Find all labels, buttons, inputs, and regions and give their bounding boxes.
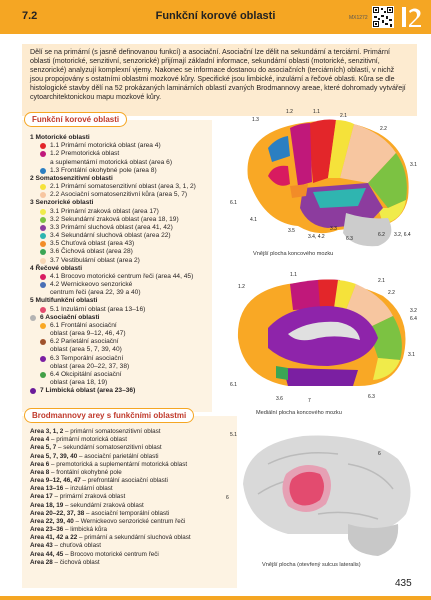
brodmann-desc: – sekundární zraková oblast — [63, 501, 144, 509]
area-item-label: 4.1 Brocovo motorické centrum řeči (area 44, 45) — [50, 272, 194, 280]
medial-label: 3.2 — [410, 308, 417, 314]
area-item-label: 3.3 Primární sluchová oblast (area 41, 42) — [50, 223, 173, 231]
area-item — [30, 183, 230, 191]
brodmann-desc: – Brocovo motorické centrum řeči — [63, 550, 159, 558]
lateral-label: 3.4, 4.2 — [308, 234, 325, 240]
brodmann-row — [30, 428, 235, 436]
medial-label: 6.4 — [410, 316, 417, 322]
qr-code-icon[interactable] — [372, 6, 394, 28]
insula-brain-figure — [228, 424, 423, 564]
brodmann-area: Area 18, 19 — [30, 501, 64, 509]
color-dot-icon — [40, 241, 46, 247]
area-item — [30, 208, 230, 216]
color-dot-icon — [40, 168, 46, 174]
brodmann-row — [30, 542, 235, 550]
lateral-label: 2.2 — [380, 126, 387, 132]
area-item — [30, 134, 230, 142]
brodmann-list — [30, 428, 235, 567]
area-item-label: 2.1 Primární somatosenzitivní oblast (area 3, 1, 2) — [50, 183, 196, 191]
insula-cerebellum — [348, 524, 398, 556]
medial-label: 6.3 — [368, 394, 375, 400]
lateral-label: 1.1 — [313, 109, 320, 115]
area-item-label: 7 Limbická oblast (area 23–36) — [40, 387, 136, 395]
area-item — [30, 355, 230, 363]
area-item-label: 1 Motorické oblasti — [30, 134, 90, 141]
area-item — [30, 257, 230, 265]
brodmann-row — [30, 469, 235, 477]
area-item-label: 3.2 Sekundární zraková oblast (area 18, 19) — [50, 215, 179, 223]
area-item — [30, 150, 230, 158]
area-item — [30, 273, 230, 281]
color-dot-icon — [40, 258, 46, 264]
area-item-label: a suplementární motorická oblast (area 6) — [50, 158, 173, 166]
brodmann-area: Area 43 — [30, 542, 53, 550]
medial-olfactory-region — [276, 366, 288, 380]
brodmann-area: Area 4 — [30, 436, 50, 444]
areas-box-title: Funkční korové oblasti — [24, 112, 127, 127]
area-item-label: 1.3 Frontální okohybné pole (area 8) — [50, 166, 157, 174]
medial-label: 1.2 — [238, 284, 245, 290]
brodmann-area: Area 22, 39, 40 — [30, 517, 74, 525]
brodmann-row — [30, 559, 235, 567]
area-item — [30, 199, 230, 207]
brodmann-box-title: Brodmannovy arey s funkčními oblastmi — [24, 408, 194, 423]
area-item-label: 6.2 Parietální asociační — [50, 338, 119, 346]
brodmann-area: Area 5, 7 — [30, 444, 57, 452]
page-number: 435 — [395, 578, 412, 589]
medial-brain-figure — [228, 268, 423, 408]
color-dot-icon — [40, 233, 46, 239]
area-item — [30, 167, 230, 175]
area-item-label: centrum řeči (area 22, 39 a 40) — [50, 289, 141, 297]
area-item-label: 3.6 Čichová oblast (area 28) — [50, 248, 133, 256]
brodmann-row — [30, 477, 235, 485]
brodmann-desc: – limbická kůra — [63, 526, 108, 534]
area-item-label: 1.1 Primární motorická oblast (area 4) — [50, 142, 161, 150]
area-item — [30, 306, 230, 314]
brodmann-desc: – inzulární oblast — [63, 485, 113, 493]
area-item-label: 3.4 Sekundární sluchová oblast (area 22) — [50, 232, 171, 240]
medial-label: 2.2 — [388, 290, 395, 296]
lateral-label: 2.1 — [340, 113, 347, 119]
color-dot-icon — [40, 323, 46, 329]
lateral-label: 3.1 — [410, 162, 417, 168]
medial-label: 2.1 — [378, 278, 385, 284]
brodmann-row — [30, 485, 235, 493]
lateral-label: 4.1 — [250, 217, 257, 223]
brodmann-area: Area 41, 42 a 22 — [30, 534, 78, 542]
area-item — [30, 314, 230, 322]
brodmann-area: Area 8 — [30, 468, 50, 476]
color-dot-icon — [40, 307, 46, 313]
insula-region — [289, 472, 324, 506]
lateral-label: 3.5 — [288, 228, 295, 234]
area-item — [30, 216, 230, 224]
color-dot-icon — [40, 339, 46, 345]
area-item-label: 1.2 Premotorická oblast — [50, 150, 120, 158]
brodmann-area: Area 28 — [30, 558, 53, 566]
brodmann-row — [30, 461, 235, 469]
color-dot-icon — [40, 225, 46, 231]
brodmann-area: Area 20–22, 37, 38 — [30, 509, 85, 517]
chapter-number: 7.2 — [22, 10, 38, 22]
page-title: Funkční korové oblasti — [155, 10, 276, 22]
medial-label: 3.1 — [408, 352, 415, 358]
brodmann-area: Area 9–12, 46, 47 — [30, 477, 81, 485]
area-item-label: 3.7 Vestibulární oblast (area 2) — [50, 256, 140, 264]
brodmann-area: Area 5, 7, 39, 40 — [30, 452, 78, 460]
lateral-label: 3.3 — [330, 226, 337, 232]
area-item — [30, 371, 230, 379]
area-item — [30, 330, 230, 338]
area-item — [30, 248, 230, 256]
area-item — [30, 224, 230, 232]
color-dot-icon — [30, 388, 36, 394]
lateral-label: 1.3 — [252, 117, 259, 123]
brodmann-desc: – primární motorická oblast — [49, 436, 127, 444]
brodmann-row — [30, 551, 235, 559]
area-item — [30, 322, 230, 330]
brodmann-row — [30, 444, 235, 452]
area-item-label: oblast (area 9–12, 46, 47) — [50, 330, 126, 338]
brodmann-desc: – frontální okohybné pole — [49, 468, 122, 476]
publisher-logo-icon — [399, 4, 425, 30]
page-code: MX1272 — [349, 15, 368, 21]
bottom-bar — [0, 596, 431, 600]
area-item-label: 6.4 Okcipitální asociační — [50, 370, 122, 378]
area-item-label: 6.1 Frontální asociační — [50, 321, 117, 329]
brodmann-row — [30, 518, 235, 526]
brodmann-row — [30, 526, 235, 534]
area-item — [30, 142, 230, 150]
medial-label: 7 — [308, 398, 311, 404]
area-item-label: 6 Asociační oblasti — [40, 313, 100, 321]
area-item — [30, 191, 230, 199]
brodmann-desc: – asociační parietální oblasti — [77, 452, 159, 460]
color-dot-icon — [40, 249, 46, 255]
brodmann-area: Area 44, 45 — [30, 550, 64, 558]
lateral-label: 6.3 — [346, 236, 353, 242]
brodmann-area: Area 17 — [30, 493, 53, 501]
medial-label: 1.1 — [290, 272, 297, 278]
color-dot-icon — [40, 372, 46, 378]
area-item-label: oblast (area 5, 7, 39, 40) — [50, 346, 122, 354]
medial-caption: Mediální plocha koncového mozku — [256, 410, 342, 416]
area-item — [30, 346, 230, 354]
insula-label: 5.1 — [230, 432, 237, 438]
area-item — [30, 281, 230, 289]
area-item-label: 4.2 Wernickeovo senzorické — [50, 281, 133, 289]
area-item — [30, 175, 230, 183]
area-item-label: 3.5 Chuťová oblast (area 43) — [50, 240, 135, 248]
area-item-label: 5 Multifunkční oblasti — [30, 297, 98, 305]
lateral-taste-region — [290, 184, 308, 198]
area-item — [30, 232, 230, 240]
lateral-brain-figure — [228, 108, 423, 258]
medial-label: 3.6 — [276, 396, 283, 402]
medial-label: 6.1 — [230, 382, 237, 388]
area-item-label: oblast (area 18, 19) — [50, 379, 108, 387]
brodmann-desc: – chuťová oblast — [52, 542, 101, 550]
brodmann-desc: – Wernickeovo senzorické centrum řeči — [73, 517, 186, 525]
area-item-label: 2 Somatosenzitivní oblasti — [30, 174, 113, 182]
area-item — [30, 387, 230, 395]
insula-caption: Vnější plocha (otevřený sulcus lateralis) — [262, 562, 361, 568]
intro-text: Dělí se na primární (s jasně definovanou funkcí) a asociační. Asociační lze dělit na sekundární a terciární. Primární oblasti (motorické, senzitivní, senzorické) přijímají základní informace, sekundární oblasti (motorické, senzitivní, senzorické) analyzují komplexní vjemy. Nakonec se informace dostanou do asociačních (terciárních) oblastí, v nichž jsou propojovány s ostatními oblastmi mozkové kůry. Specifické jsou limbické, inzulární a řečové oblasti. Kůra se dle histologické stavby dělí na 52 prokázaných laminárních oblastí zvaných Brodmannovy areae, které dohromady vytvářejí cytoarchitektonickou mapu mozkové kůry. — [22, 44, 417, 116]
brodmann-desc: – čichová oblast — [52, 558, 100, 566]
area-item — [30, 379, 230, 387]
brodmann-row — [30, 493, 235, 501]
brodmann-desc: – prefrontální asociační oblasti — [80, 477, 168, 485]
area-item — [30, 159, 230, 167]
lateral-label: 6.1 — [230, 200, 237, 206]
brodmann-area: Area 13–16 — [30, 485, 64, 493]
color-dot-icon — [30, 315, 36, 321]
area-item-label: 4 Řečové oblasti — [30, 264, 83, 272]
brodmann-desc: – primární a sekundární sluchová oblast — [77, 534, 191, 542]
color-dot-icon — [40, 217, 46, 223]
brodmann-desc: – primární somatosenzitivní oblast — [63, 428, 161, 435]
area-item — [30, 297, 230, 305]
area-item-label: 2.2 Asociační somatosenzitivní kůra (area 5, 7) — [50, 191, 188, 199]
color-dot-icon — [40, 192, 46, 198]
lateral-label: 6.2 — [378, 232, 385, 238]
medial-temporal-region — [283, 368, 358, 386]
brodmann-row — [30, 453, 235, 461]
area-item — [30, 265, 230, 273]
color-dot-icon — [40, 274, 46, 280]
lateral-caption: Vnější plocha koncového mozku — [253, 251, 334, 257]
color-dot-icon — [40, 184, 46, 190]
insula-label: 6 — [226, 495, 229, 501]
brodmann-desc: – primární zraková oblast — [52, 493, 126, 501]
area-item-label: 6.3 Temporální asociační — [50, 354, 124, 362]
area-item-label: 5.1 Inzulární oblast (area 13–16) — [50, 305, 146, 313]
color-dot-icon — [40, 209, 46, 215]
brodmann-area: Area 3, 1, 2 — [30, 428, 64, 435]
brodmann-row — [30, 502, 235, 510]
color-dot-icon — [40, 143, 46, 149]
brodmann-desc: – asociační temporální oblasti — [84, 509, 170, 517]
brodmann-area: Area 23–36 — [30, 526, 64, 534]
brodmann-row — [30, 534, 235, 542]
area-item-label: 3.1 Primární zraková oblast (area 17) — [50, 207, 159, 215]
color-dot-icon — [40, 282, 46, 288]
lateral-label: 1.2 — [286, 109, 293, 115]
lateral-label: 3.2, 6.4 — [394, 232, 411, 238]
brodmann-area: Area 6 — [30, 460, 50, 468]
area-item — [30, 363, 230, 371]
area-item — [30, 289, 230, 297]
area-item — [30, 338, 230, 346]
areas-list — [30, 134, 230, 396]
area-item-label: oblast (area 20–22, 37, 38) — [50, 362, 130, 370]
color-dot-icon — [40, 151, 46, 157]
color-dot-icon — [40, 356, 46, 362]
area-item-label: 3 Senzorické oblasti — [30, 199, 94, 207]
insula-label: 6 — [378, 451, 381, 457]
brodmann-desc: – sekundární somatosenzitivní oblast — [56, 444, 162, 452]
brodmann-desc: – premotorická a suplementární motorická oblast — [49, 460, 188, 468]
brodmann-row — [30, 436, 235, 444]
brodmann-row — [30, 510, 235, 518]
